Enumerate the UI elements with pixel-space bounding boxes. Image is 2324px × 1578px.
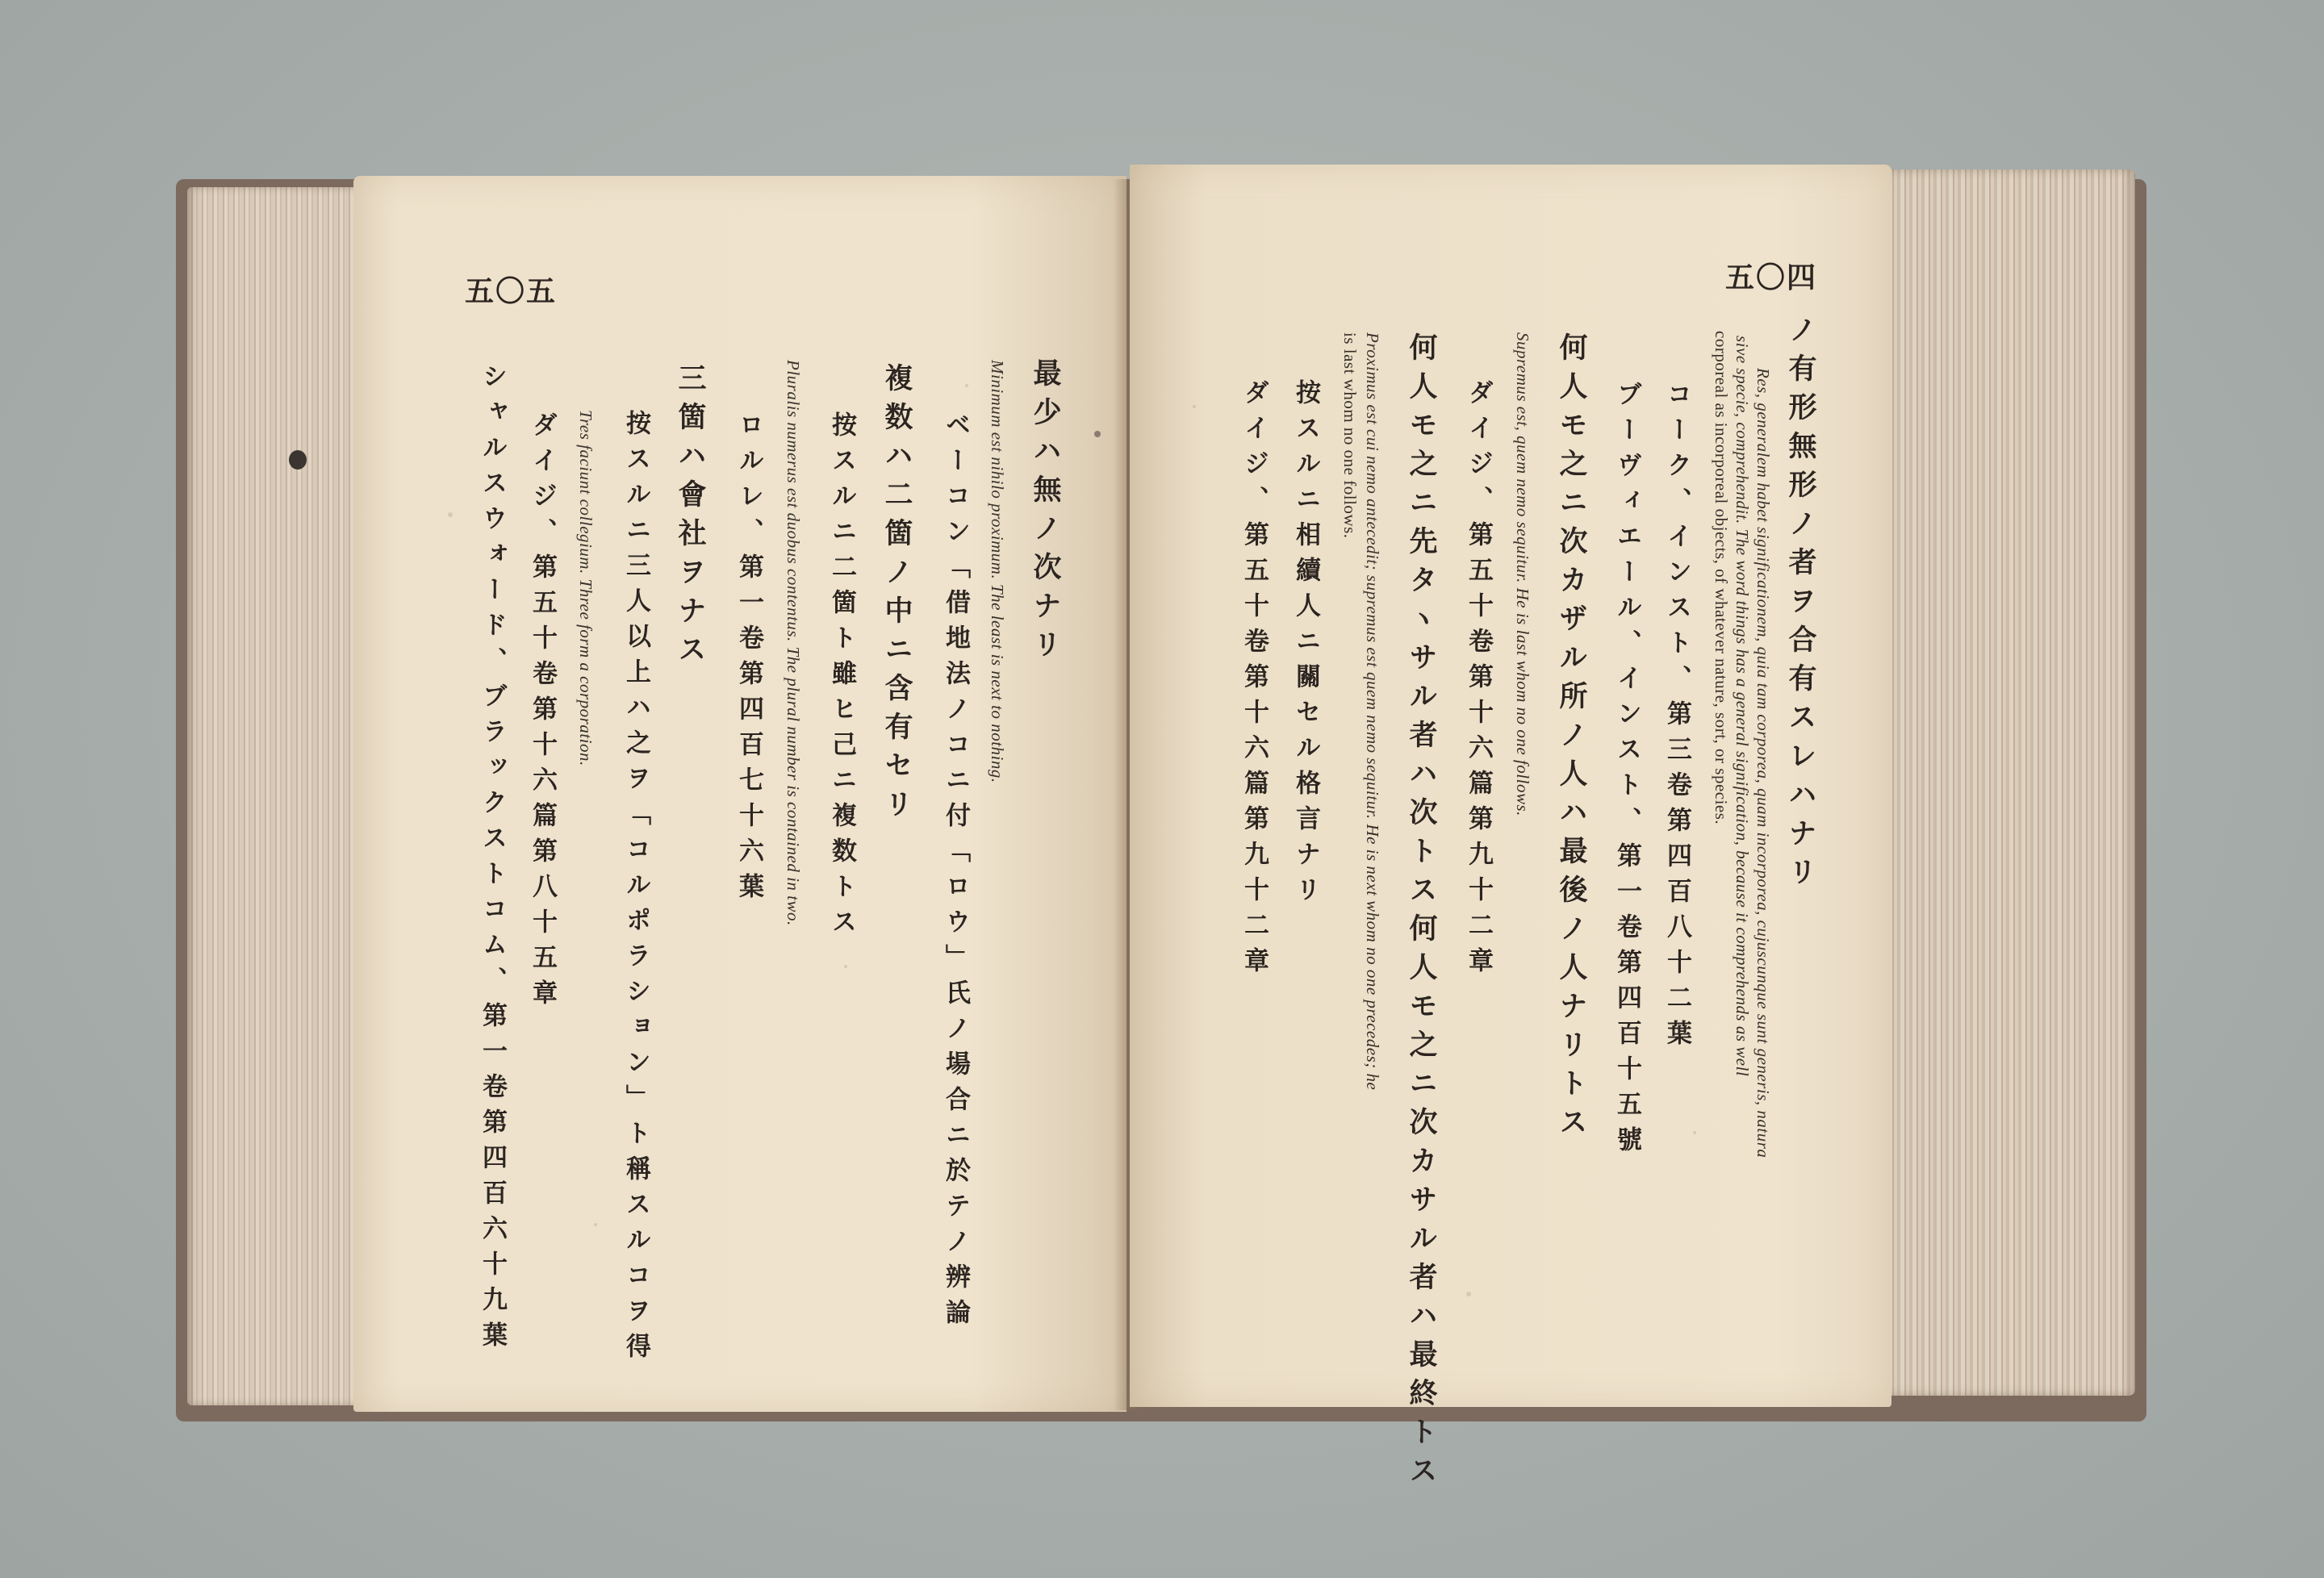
latin-column: Supremus est, quem nemo sequitur. He is last whom no one follows. [1513, 332, 1532, 816]
text-column: 按スルニ二箇ト雖ヒ己ニ複数トス [827, 411, 856, 944]
page-edges-left [187, 187, 358, 1405]
left-page [353, 176, 1126, 1412]
text-column: ダイジ、第五十卷第十六篇第八十五章 [528, 411, 557, 1015]
page-number: 五〇四 [1725, 261, 1818, 294]
text-column: コーク、インスト、第三卷第四百八十二葉 [1662, 381, 1691, 1055]
latin-column: Minimum est nihilo proximum. The least is next to nothing. [988, 360, 1007, 783]
text-column: ロルレ、第一卷第四百七十六葉 [734, 411, 763, 908]
text-column: 按スルニ三人以上ハ之ヲ「コルポラション」ト稱スルコヲ得 [621, 410, 650, 1368]
english-column: is last whom no one follows. [1340, 332, 1360, 539]
text-column: ベーコン「借地法ノコニ付「ロウ」氏ノ場合ニ於テノ辨論 [941, 411, 970, 1334]
text-column: 最少ハ無ノ次ナリ [1029, 358, 1062, 668]
latin-column: Res, generalem habet significationem, quia tam corporea, quam incorporea, cujuscunque sunt generis, natura [1753, 368, 1773, 1158]
text-column: 複数ハ二箇ノ中ニ含有セリ [880, 363, 913, 828]
binding-dot [1094, 431, 1101, 437]
text-column: ダイジ、第五十卷第十六篇第九十二章 [1464, 379, 1493, 983]
right-page [1130, 165, 1891, 1494]
latin-column: sive specie, comprehendit. The word things has a general signification, because it comprehends as well [1733, 336, 1752, 1077]
english-column: corporeal as incorporeal objects, of whatever nature, sort, or species. [1712, 331, 1731, 825]
text-column: 三箇ハ會社ヲナス [674, 363, 707, 673]
text-column: ノ有形無形ノ者ヲ合有スレハナリ [1784, 315, 1817, 895]
latin-column: Pluralis numerus est duobus contentus. The plural number is contained in two. [784, 360, 803, 926]
page-edges-right [1885, 169, 2135, 1396]
text-column: シャルスウォード、ブラックストコム、第一卷第四百六十九葉 [478, 363, 507, 1357]
latin-column: Proximus est cui nemo antecedit; supremus est quem nemo sequitur. He is next whom no one precedes; he [1363, 332, 1382, 1091]
ink-spot [289, 450, 307, 470]
text-column: 何人モ之ニ先タヽサル者ハ次トス何人モ之ニ次カサル者ハ最終トス [1405, 332, 1438, 1494]
text-column: 何人モ之ニ次カザル所ノ人ハ最後ノ人ナリトス [1555, 332, 1588, 1146]
text-column: ブーヴィエール、インスト、第一卷第四百十五號 [1612, 381, 1641, 1162]
text-column: 按スルニ相續人ニ關セル格言ナリ [1291, 379, 1320, 912]
latin-column: Tres faciunt collegium. Three form a corporation. [576, 410, 596, 766]
page-number: 五〇五 [465, 274, 558, 308]
text-column: ダイジ、第五十卷第十六篇第九十二章 [1239, 379, 1269, 983]
